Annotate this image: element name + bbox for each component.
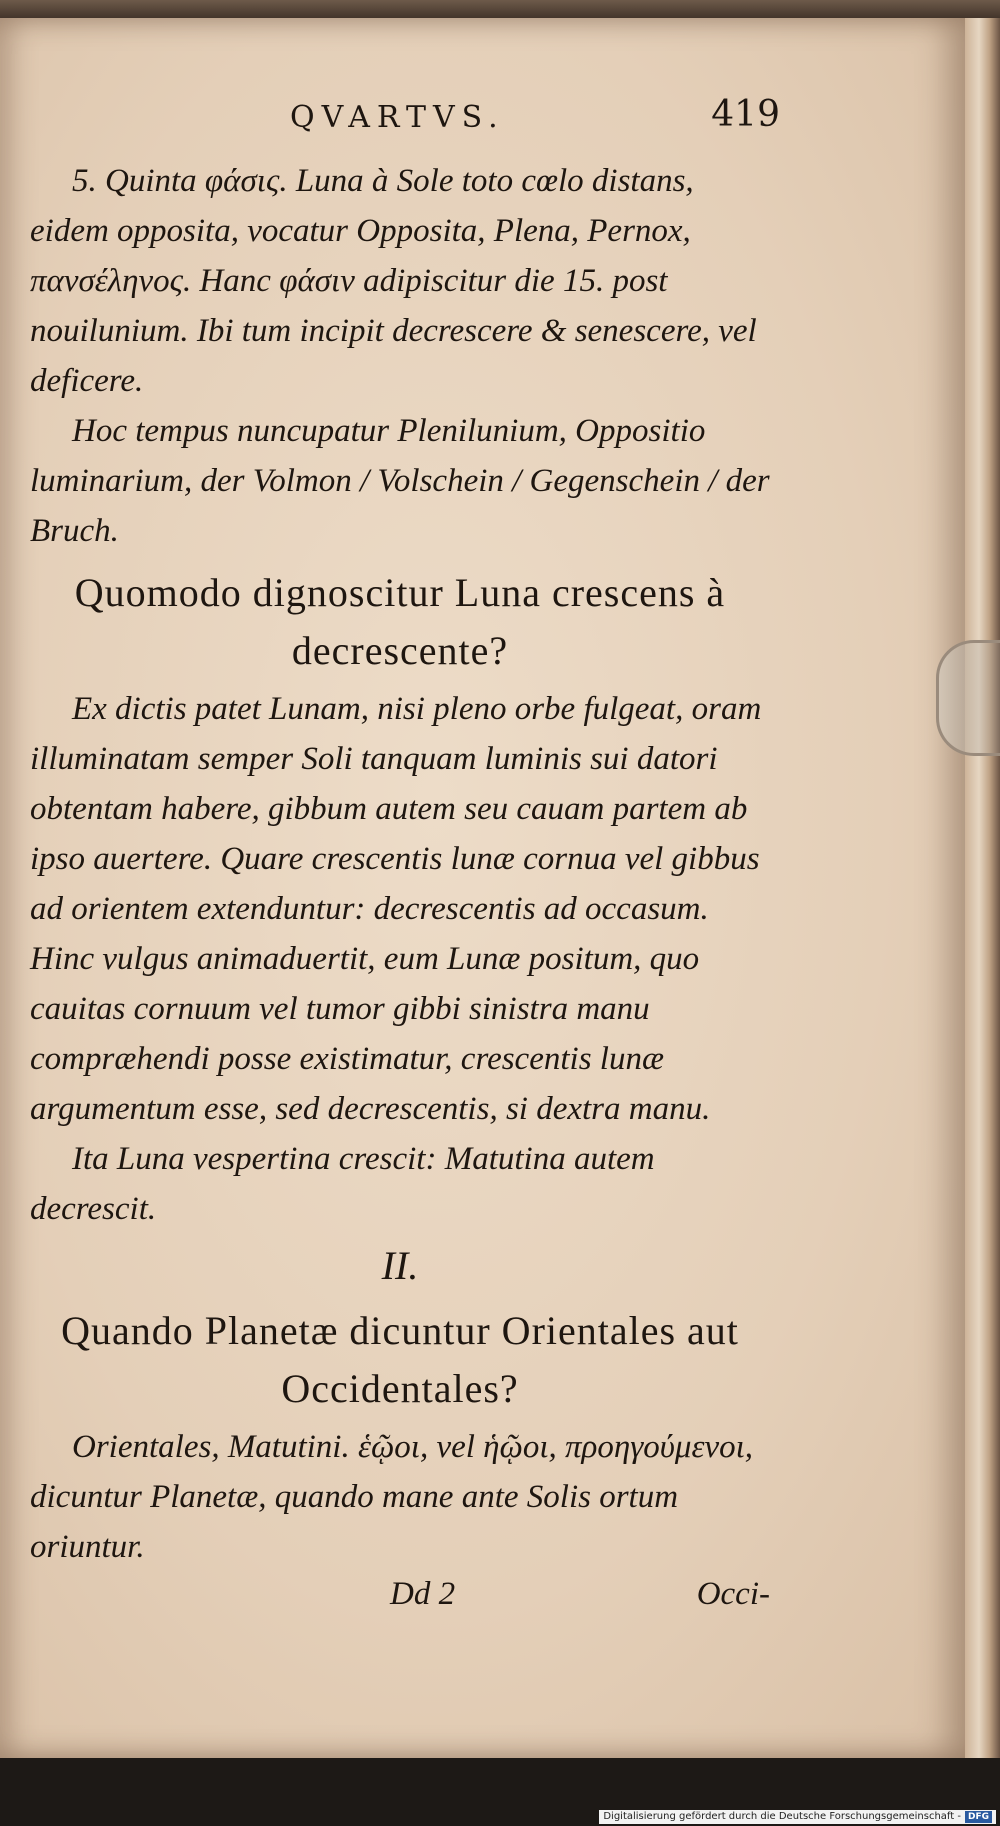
digitization-credit bbox=[599, 1810, 996, 1824]
credit-text: Digitalisierung gefördert durch die Deutsche Forschungsgemeinschaft - bbox=[603, 1811, 961, 1822]
paragraph-plenilunium: Hoc tempus nuncupatur Plenilunium, Oppositio luminarium, der Volmon / Volschein / Gegenschein / der Bruch. bbox=[30, 413, 770, 549]
dfg-logo-icon: DFG bbox=[965, 1811, 992, 1823]
running-head: QVARTVS. bbox=[290, 100, 505, 135]
paragraph-quinta-phasis: 5. Quinta φάσις. Luna à Sole toto cœlo distans, eidem opposita, vocatur Opposita, Plena, Pernox, πανσέληνος. Hanc φάσιν adipiscitur die 15. post nouilunium. Ibi tum incipit decrescere & senescere, vel deficere. bbox=[30, 163, 757, 399]
section-number: II. bbox=[381, 1243, 419, 1288]
signature-mark: Dd 2 bbox=[390, 1576, 456, 1612]
page-foot bbox=[30, 1576, 770, 1626]
paragraph-luna-vespertina: Ita Luna vespertina crescit: Matutina autem decrescit. bbox=[30, 1141, 655, 1227]
page-clip bbox=[936, 640, 1000, 756]
heading-luna-crescens: Quomodo dignoscitur Luna crescens à decrescente? bbox=[74, 570, 726, 673]
paragraph-orientales: Orientales, Matutini. ἑῷοι, vel ἡῷοι, προηγούμενοι, dicuntur Planetæ, quando mane ante Solis ortum oriuntur. bbox=[30, 1429, 754, 1565]
page-number: 419 bbox=[711, 94, 780, 135]
paragraph-ex-dictis: Ex dictis patet Lunam, nisi pleno orbe fulgeat, oram illuminatam semper Soli tanquam luminis sui datori obtentam habere, gibbum autem seu cauam partem ab ipso auertere. Quare crescentis lunæ cornua vel gibbus ad orientem extenduntur: decrescentis ad occasum. Hinc vulgus animaduertit, eum Lunæ positum, quo cauitas cornuum vel tumor gibbi sinistra manu compræhendi posse existimatur, crescentis lunæ argumentum esse, sed decrescentis, si dextra manu. bbox=[30, 691, 762, 1127]
page-header bbox=[30, 94, 780, 156]
page-text-block bbox=[30, 94, 780, 1626]
catchword: Occi- bbox=[696, 1576, 770, 1612]
heading-planetae: Quando Planetæ dicuntur Orientales aut Occidentales? bbox=[61, 1308, 739, 1411]
book-fore-edge bbox=[965, 18, 1000, 1758]
